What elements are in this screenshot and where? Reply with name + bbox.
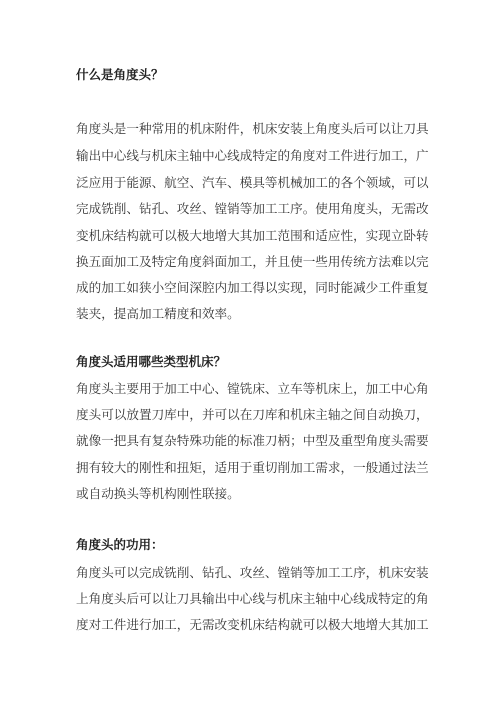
paragraph-line: 泛应用于能源、航空、汽车、模具等机械加工的各个领域，可以 [76, 175, 429, 190]
paragraph-line: 输出中心线与机床主轴中心线成特定的角度对工件进行加工，广 [76, 148, 429, 163]
paragraph-line: 变机床结构就可以极大地增大其加工范围和适应性，实现立卧转 [76, 228, 429, 243]
section-heading: 角度头适用哪些类型机床？ [76, 354, 227, 369]
paragraph-line: 就像一把具有复杂特殊功能的标准刀柄；中型及重型角度头需要 [76, 433, 429, 448]
paragraph-line: 拥有较大的刚性和扭矩，适用于重切削加工需求，一般通过法兰 [76, 460, 429, 475]
section-heading: 什么是角度头？ [76, 67, 164, 82]
paragraph-line: 上角度头后可以让刀具输出中心线与机床主轴中心线成特定的角 [76, 591, 429, 606]
paragraph-line: 角度头主要用于加工中心、镗铣床、立车等机床上，加工中心角 [76, 381, 429, 396]
paragraph-line: 角度头是一种常用的机床附件，机床安装上角度头后可以让刀具 [76, 121, 429, 136]
section-heading: 角度头的功用： [76, 537, 164, 552]
paragraph-line: 角度头可以完成铣削、钻孔、攻丝、镗销等加工工序，机床安装 [76, 565, 429, 580]
paragraph-line: 度头可以放置刀库中，并可以在刀库和机床主轴之间自动换刀， [76, 407, 429, 422]
paragraph-line: 完成铣削、钻孔、攻丝、镗销等加工工序。使用角度头，无需改 [76, 201, 429, 216]
paragraph-line: 成的加工如狭小空间深腔内加工得以实现，同时能减少工件重复 [76, 280, 429, 295]
paragraph-line: 换五面加工及特定角度斜面加工，并且使一些用传统方法难以完 [76, 254, 429, 269]
paragraph-line: 度对工件进行加工，无需改变机床结构就可以极大地增大其加工 [76, 617, 429, 632]
paragraph-line: 或自动换头等机构刚性联接。 [76, 486, 240, 501]
paragraph-line: 装夹，提高加工精度和效率。 [76, 306, 240, 321]
